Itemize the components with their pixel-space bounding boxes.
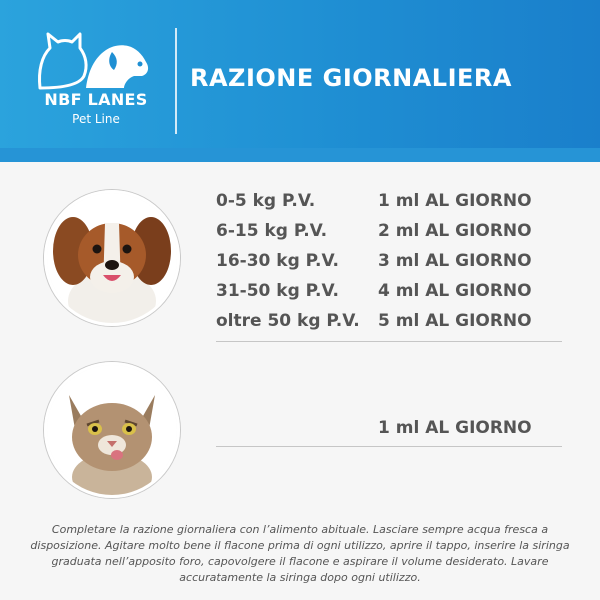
weight-range: oltre 50 kg P.V.: [216, 311, 360, 331]
weight-range: 6-15 kg P.V.: [216, 221, 328, 241]
brand-subtitle: Pet Line: [72, 112, 120, 126]
daily-dose: 4 ml AL GIORNO: [378, 281, 532, 301]
header-banner: [0, 0, 600, 148]
dog-photo: [44, 190, 180, 326]
page-title: RAZIONE GIORNALIERA: [190, 64, 512, 92]
brand-name: NBF LANES: [44, 90, 148, 109]
daily-dose: 1 ml AL GIORNO: [378, 418, 532, 438]
daily-dose: 5 ml AL GIORNO: [378, 311, 532, 331]
instructions-note: Completare la razione giornaliera con l’alimento abituale. Lasciare sempre acqua fresca a disposizione. Agitare molto bene il flacone prima di ogni utilizzo, aprire il tappo, inserire la siringa graduata nell’apposito foro, capovolgere il flacone e aspirare il volume desiderato. Lavare accuratamente la siringa dopo ogni utilizzo.: [30, 523, 570, 584]
weight-range: 16-30 kg P.V.: [216, 251, 339, 271]
weight-range: 0-5 kg P.V.: [216, 191, 316, 211]
daily-dose: 1 ml AL GIORNO: [378, 191, 532, 211]
weight-range: 31-50 kg P.V.: [216, 281, 339, 301]
section-divider: [216, 341, 562, 342]
dog-icon: [47, 193, 177, 323]
cat-dog-logo-icon: [36, 28, 156, 90]
daily-dose: 3 ml AL GIORNO: [378, 251, 532, 271]
cat-photo: [44, 362, 180, 498]
section-divider: [216, 446, 562, 447]
header-stripe: [0, 148, 600, 162]
daily-dose: 2 ml AL GIORNO: [378, 221, 532, 241]
cat-icon: [47, 365, 177, 495]
header-divider: [175, 28, 177, 134]
